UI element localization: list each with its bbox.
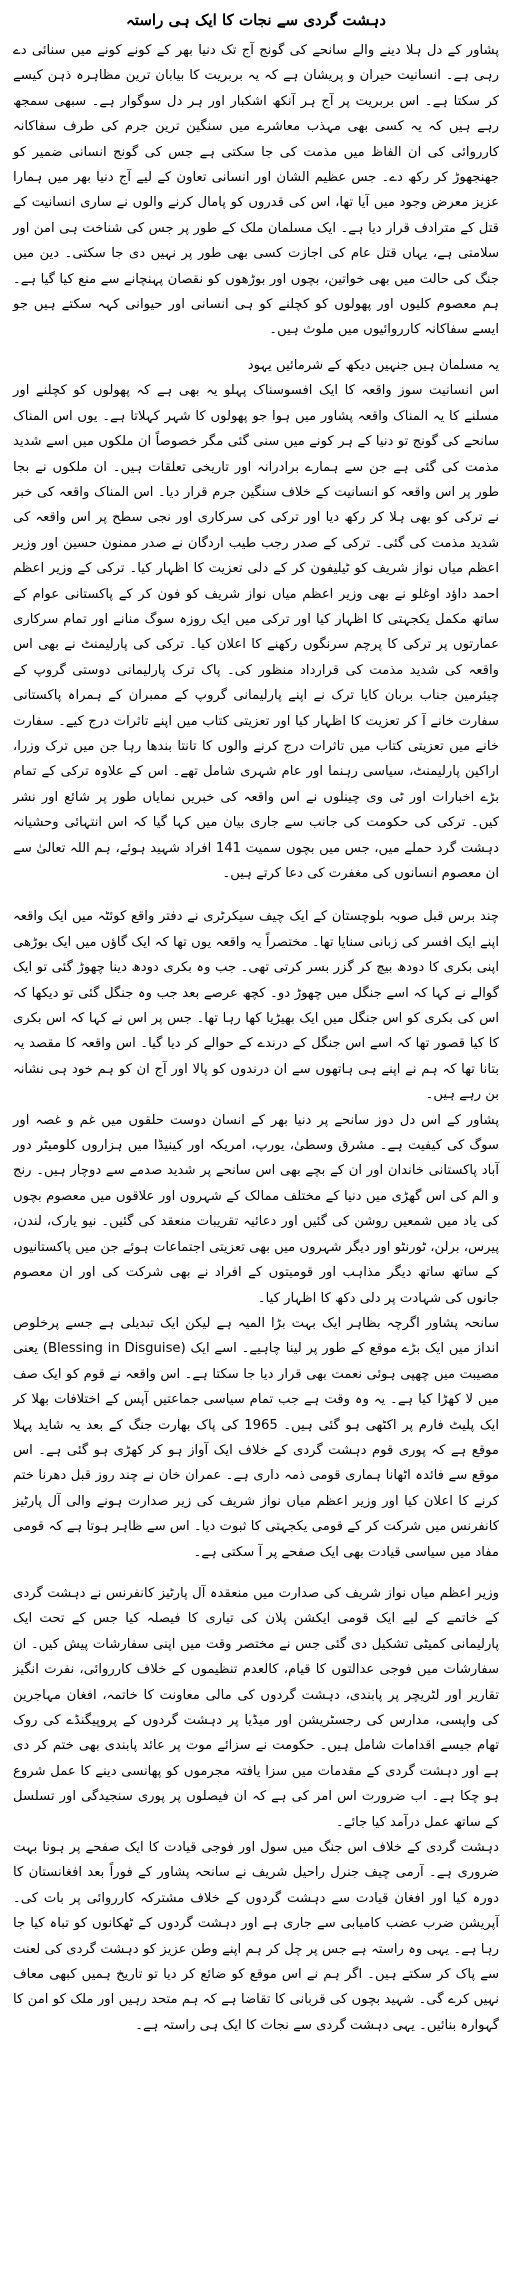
article-paragraph-2: اس انسانیت سوز واقعہ کا ایک افسوسناک پہلو یہ بھی ہے کہ پھولوں کو کچلنے اور مسلنے کا یہ المناک واقعہ پشاور میں ہوا جو پھولوں کا شہر کہلاتا ہے۔ یوں اس المناک سانحے کی گونج تو دنیا کے ہر کونے میں سنی گئی مگر خصوصاً ان ملکوں میں اسے شدید مذمت کی گئی ہے جن سے ہمارے برادرانہ اور تاریخی تعلقات ہیں۔ ان ملکوں نے بجا طور پر اس واقعہ کو انسانیت کے خلاف سنگین جرم قرار دیا۔ اس المناک واقعہ کی خبر نے ترکی کو بھی ہلا کر رکھ دیا اور ترکی کی سرکاری اور نجی سطح پر اس واقعہ کی شدید مذمت کی گئی۔ ترکی کے صدر رجب طیب اردگان نے صدر ممنون حسین اور وزیر اعظم میاں نواز شریف کو ٹیلیفون کر کے دلی تعزیت کا اظہار کیا۔ ترکی کے وزیر اعظم احمد داؤد اوغلو نے بھی وزیر اعظم میاں نواز شریف کو فون کر کے پاکستانی عوام کے ساتھ مکمل یکجہتی کا اظہار کیا اور ترکی میں ایک روزہ سوگ منانے اور تمام سرکاری عمارتوں پر ترکی کا پرچم سرنگوں رکھنے کا اعلان کیا۔ ترکی کی پارلیمنٹ نے بھی اس واقعہ کی شدید مذمت کی قرارداد منظور کی۔ پاک ترک پارلیمانی دوستی گروپ کے چیئرمین جناب بربان کایا ترک نے اپنے پارلیمانی گروپ کے ممبران کے ہمراہ پاکستانی سفارت خانے آ کر تعزیت کا اظہار کیا اور تعزیتی کتاب میں اپنے تاثرات درج کیے۔ سفارت خانے میں تعزیتی کتاب میں تاثرات درج کرنے والوں کا تانتا بندھا رہا جن میں ترک وزرا، اراکین پارلیمنٹ، سیاسی رہنما اور عام شہری شامل تھے۔ اس کے علاوہ ترکی کے تمام بڑے اخبارات اور ٹی وی چینلوں نے اس واقعہ کی خبریں نمایاں طور پر شائع اور نشر کیں۔ ترکی کی حکومت کی جانب سے جاری بیان میں کہا گیا کہ اس انتہائی وحشیانہ دہشت گرد حملے میں، جس میں بچوں سمیت 141 افراد شہید ہوئے، ہم اللہ تعالیٰ سے ان معصوم انسانوں کی مغفرت کی دعا کرتے ہیں۔ [13,383,500,881]
article-title: دہشت گردی سے نجات کا ایک ہی راستہ [126,11,386,29]
article-paragraph-7: دہشت گردی کے خلاف اس جنگ میں سول اور فوجی قیادت کا ایک صفحے پر ہونا بہت ضروری ہے۔ آرمی چیف جنرل راحیل شریف نے سانحہ پشاور کے فوراً بعد افغانستان کا دورہ کیا اور افغان قیادت سے دہشت گردوں کے خلاف مشترکہ کارروائی پر بات کی۔ آپریشن ضرب عضب کامیابی سے جاری ہے اور دہشت گردوں کے ٹھکانوں کو تباہ کیا جا رہا ہے۔ یہی وہ راستہ ہے جس پر چل کر ہم اپنے وطن عزیز کو دہشت گردی کی لعنت سے پاک کر سکتے ہیں۔ اگر ہم نے اس موقع کو ضائع کر دیا تو تاریخ ہمیں کبھی معاف نہیں کرے گی۔ شہید بچوں کی قربانی کا تقاضا ہے کہ ہم متحد رہیں اور ملک کو امن کا گہوارہ بنائیں۔ یہی دہشت گردی سے نجات کا ایک ہی راستہ ہے۔ [13,1840,499,2033]
article-paragraph-5: سانحہ پشاور اگرچہ بظاہر ایک بہت بڑا المیہ ہے لیکن ایک تبدیلی ہے جسے پرخلوص انداز میں ایک بڑے موقع کے طور پر لینا چاہیے۔ اسے ایک (Blessing in Disguise) یعنی مصیبت میں چھپی ہوئی نعمت بھی قرار دیا جا سکتا ہے۔ اس واقعہ نے قوم کو ایک صف میں لا کھڑا کیا ہے۔ یہ وہ وقت ہے جب تمام سیاسی جماعتیں آپس کے اختلافات بھلا کر ایک پلیٹ فارم پر اکٹھی ہو گئی ہیں۔ 1965 کی پاک بھارت جنگ کے بعد یہ شاید پہلا موقع ہے کہ پوری قوم دہشت گردی کے خلاف ایک آواز ہو کر کھڑی ہو گئی ہے۔ اس موقع سے فائدہ اٹھانا ہماری قومی ذمہ داری ہے۔ عمران خان نے چند روز قبل دھرنا ختم کرنے کا اعلان کیا اور وزیر اعظم میاں نواز شریف کی زیر صدارت ہونے والی آل پارٹیز کانفرنس میں شرکت کر کے قومی یکجہتی کا ثبوت دیا۔ اس سے ظاہر ہوتا ہے کہ قومی مفاد میں سیاسی قیادت بھی ایک صفحے پر آ سکتی ہے۔ [13,1315,499,1560]
article-paragraph-1: پشاور کے دل ہلا دینے والے سانحے کی گونج آج تک دنیا بھر کے کونے کونے میں سنائی دے رہی ہے۔ انسانیت حیران و پریشان ہے کہ یہ بربریت کا بیابان ترین مظاہرہ ذہن کیسے کر سکتا ہے۔ اس بربریت پر آج ہر آنکھ اشکبار اور ہر دل سوگوار ہے۔ سبھی سمجھ رہے ہیں کہ یہ کسی بھی مہذب معاشرے میں سنگین ترین جرم کی طرف سفاکانہ کارروائی کی ان الفاظ میں مذمت کی جا سکتی ہے جس کی گونج انسانی ضمیر کو جھنجھوڑ کر رکھ دے۔ جس عظیم الشان اور انسانی تعاون کے لیے آج دنیا بھر میں ہمارا عزیز معرض وجود میں آیا تھا، اس کی قدروں کو پامال کرنے والوں نے ساری انسانیت کے قتل کے مترادف قرار دیا ہے۔ ایک مسلمان ملک کے طور پر جس کی شناخت ہی امن اور سلامتی ہے، یہاں قتل عام کی اجازت کسی بھی طور پر نہیں دی جا سکتی۔ دین میں جنگ کی حالت میں بھی خواتین، بچوں اور بوڑھوں کو نقصان پہنچانے سے منع کیا گیا ہے۔ ہم معصوم کلیوں اور پھولوں کو کچلنے کو ہی انسانی اور حیوانی کہہ سکتے ہیں جو ایسے سفاکانہ کارروائیوں میں ملوث ہیں۔ [13,43,499,338]
article-poetry-line: یہ مسلمان ہیں جنہیں دیکھ کے شرمائیں یہود [247,357,499,373]
article-paragraph-4: پشاور کے اس دل دوز سانحے پر دنیا بھر کے انسان دوست حلقوں میں غم و غصہ اور سوگ کی کیفیت ہے۔ مشرق وسطیٰ، یورپ، امریکہ اور کینیڈا میں ہزاروں کلومیٹر دور آباد پاکستانی خاندان اور ان کے بچے بھی اس سانحے پر شدید صدمے سے دوچار ہیں۔ رنج و الم کی اس گھڑی میں دنیا کے مختلف ممالک کے شہروں اور علاقوں میں معصوم بچوں کی یاد میں شمعیں روشن کی گئیں اور دعائیہ تقریبات منعقد کی گئیں۔ نیو یارک، لندن، پیرس، برلن، ٹورنٹو اور دیگر شہروں میں بھی تعزیتی اجتماعات ہوئے جن میں پاکستانیوں کے ساتھ ساتھ دیگر مذاہب اور قومیتوں کے افراد نے بھی شرکت کی اور ان معصوم جانوں کی شہادت پر دلی دکھ کا اظہار کیا۔ [13,1112,499,1306]
article-paragraph-6: وزیر اعظم میاں نواز شریف کی صدارت میں منعقدہ آل پارٹیز کانفرنس نے دہشت گردی کے خاتمے کے لیے ایک قومی ایکشن پلان کی تیاری کا فیصلہ کیا جس کے تحت ایک پارلیمانی کمیٹی تشکیل دی گئی جس نے مختصر وقت میں اپنی سفارشات پیش کیں۔ ان سفارشات میں فوجی عدالتوں کا قیام، کالعدم تنظیموں کے خلاف کارروائی، نفرت انگیز تقاریر اور لٹریچر پر پابندی، دہشت گردوں کی مالی معاونت کا خاتمہ، افغان مہاجرین کی واپسی، مدارس کی رجسٹریشن اور میڈیا پر دہشت گردوں کے پروپیگنڈے کی روک تھام جیسے اقدامات شامل ہیں۔ حکومت نے سزائے موت پر عائد پابندی بھی ختم کر دی ہے اور دہشت گردی کے مقدمات میں سزا یافتہ مجرموں کو پھانسی دینے کا عمل شروع ہو چکا ہے۔ اب ضرورت اس امر کی ہے کہ ان فیصلوں پر پوری سنجیدگی اور تسلسل کے ساتھ عمل درآمد کیا جائے۔ [13,1585,499,1830]
article-paragraph-3: چند برس قبل صوبہ بلوچستان کے ایک چیف سیکرٹری نے دفتر واقع کوئٹہ میں ایک واقعہ اپنے ایک افسر کی زبانی سنایا تھا۔ مختصراً یہ واقعہ یوں تھا کہ ایک گاؤں میں ایک بوڑھی اپنی بکری کا دودھ بیچ کر گزر بسر کرتی تھی۔ جب وہ بکری دودھ دینا چھوڑ گئی تو ایک گوالے نے کہا کہ اسے جنگل میں چھوڑ دو۔ کچھ عرصے بعد جب وہ جنگل گئی تو دیکھا کہ اس کی بکری کو اس جنگل میں ایک بھیڑیا کھا رہا تھا۔ جس پر اس نے کہا کہ اس بکری کا کیا قصور تھا کہ اسے اس جنگل کے درندے کے حوالے کر دیا گیا۔ اس واقعہ کا مقصد یہ بتانا تھا کہ ہم نے اپنے ہی ہاتھوں سے ان درندوں کو پالا اور آج ان کو ہم خود ہی نشانہ بن رہے ہیں۔ [13,909,499,1103]
